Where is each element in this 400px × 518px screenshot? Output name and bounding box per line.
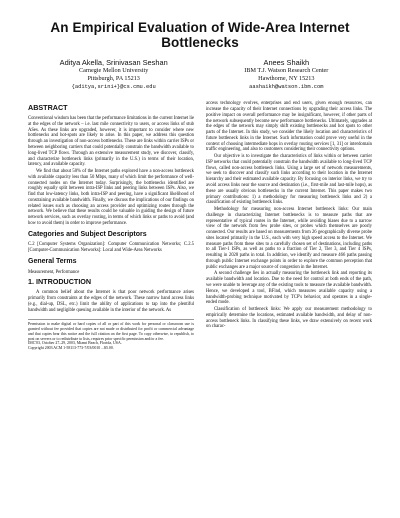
abstract-paragraph: Conventional wisdom has been that the performance limitations in the current Internet lie at the edges of the network – i.e. last mile connectivity to users, or access links of stub ASes. As these links are upgraded, however, it is important to consider where new bottlenecks and hot-spots are likely to arise. In this paper, we address this question through an investigation of non-access bottlenecks. These are links within carrier ISPs or between neighboring carriers that could potentially constrain the bandwidth available to long-lived TCP flows. Through an extensive measurement study, we discover, classify, and characterize bottleneck links (primarily in the U.S.) in terms of their location, latency, and available capacity. [28, 116, 194, 168]
introduction-heading: 1. INTRODUCTION [28, 277, 92, 287]
copyright-footnote [28, 319, 194, 351]
categories-heading: Categories and Subject Descriptors [28, 230, 147, 238]
abstract-paragraph: We find that about 50% of the Internet paths explored have a non-access bottleneck with available capacity less than 50 Mbps, many of which limit the performance of well-connected nodes on the Internet today. Surprisingly, the bottlenecks identified are roughly equally split between intra-ISP links and peering links between ISPs. Also, we find that low-latency links, both intra-ISP and peering, have a significant likelihood of constraining available bandwidth. Finally, we discuss the implications of our findings on related issues such as choosing an access provider and optimizing routes through the network. We believe that these results could be valuable in guiding the design of future network services, such as overlay routing, in terms of which links or paths to avoid (and how to avoid them) in order to improve performance. [28, 169, 194, 226]
body-columns [28, 101, 372, 351]
general-terms-heading: General Terms [28, 257, 77, 265]
author-location: Hawthorne, NY 15213 [258, 75, 315, 83]
body-paragraph: access technology evolves, enterprises and end users, given enough resources, can increase the capacity of their Internet connections by upgrading their access links. The positive impact on overall performance may be insignificant, however, if other parts of the network subsequently become new performance bottlenecks. Ultimately, upgrades at the edges of the network may simply shift existing bottlenecks and hot spots to other parts of the Internet. In this study, we consider the likely location and characteristics of future bottleneck links in the Internet. Such information could prove very useful in the context of choosing intermediate hops in overlay routing services [1, 31] or interdomain traffic engineering, and also to customers considering their connectivity options. [206, 101, 372, 153]
body-paragraph: Classification of bottleneck links: We apply our measurement methodology to empirically determine the locations, estimated available bandwidth, and delay of non-access bottleneck links. In classifying these links, we draw extensively on recent work on charac- [206, 307, 372, 330]
left-column [28, 101, 194, 351]
categories-text: C.2 [Computer Systems Organization]: Computer Communication Networks; C.2.5 [Computer-Communication Networks]: Local and Wide-Area Networks [28, 242, 194, 254]
general-terms-text: Measurement, Performance [28, 269, 80, 275]
author-affiliation: IBM T.J. Watson Research Center [244, 67, 329, 75]
author-block [34, 58, 193, 91]
conference-line: IMC'03, October 27–29, 2003, Miami Beach, Florida, USA. [28, 341, 122, 346]
paper-title: An Empirical Evaluation of Wide-Area Internet Bottlenecks [50, 20, 350, 50]
author-location: Pittsburgh, PA 15213 [87, 75, 140, 83]
body-paragraph: Our objective is to investigate the characteristics of links within or between carrier ISP networks that could potentially constrain the bandwidth available to long-lived TCP flows, called non-access bottleneck links. Using a large set of network measurements, we seek to discover and classify such links according to their location in the Internet hierarchy and their estimated available capacity. By focusing on interior links, we try to avoid access links near the source and destination (i.e., first-mile and last-mile hops), as these are usually obvious bottlenecks in the current Internet. This paper makes two primary contributions: 1) a methodology for measuring bottleneck links and 2) a classification of existing bottleneck links. [206, 154, 372, 206]
permission-notice: Permission to make digital or hard copies of all or part of this work for personal or classroom use is granted without fee provided that copies are not made or distributed for profit or commercial advantage and that copies bear this notice and the full citation on the first page. To copy otherwise, to republish, to post on servers or to redistribute to lists, requires prior specific permission and/or a fee. [28, 322, 194, 341]
author-email: {aditya,srini+}@cs.cmu.edu [71, 84, 156, 91]
body-paragraph: Methodology for measuring non-access Internet bottleneck links: Our main challenge in characterizing Internet bottlenecks is to measure paths that are representative of typical routes in the Internet, while avoiding biases due to a narrow view of the network from few probe sites, or probes which themselves are poorly connected. Our results are based on measurements from 26 geographically diverse probe sites located primarily in the U.S., each with very high speed access to the Internet. We measure paths from these sites to a carefully chosen set of destinations, including paths to all Tier-1 ISPs, as well as paths to a fraction of Tier 2, Tier 3, and Tier 4 ISPs, resulting in 2028 paths in total. In addition, we identify and measure 466 paths passing through public Internet exchange points in order to explore the common perception that public exchanges are a major source of congestion in the Internet. [206, 207, 372, 270]
author-email: aashaikh@watson.ibm.com [249, 84, 324, 91]
author-block [207, 58, 366, 91]
author-affiliation: Carnegie Mellon University [78, 67, 149, 75]
body-paragraph: A second challenge lies in actually measuring the bottleneck link and reporting its available bandwidth and location. Due to the need for control at both ends of the path, we were unable to leverage any of the existing tools to measure the available bandwidth. Hence, we developed a tool, BFind, which measures available capacity using a bandwidth-probing technique motivated by TCP's behavior, and operates in a single-ended mode. [206, 271, 372, 306]
copyright-line: Copyright 2003 ACM 1-58113-773-7/03/0010 ...$5.00. [28, 346, 114, 351]
intro-paragraph: A common belief about the Internet is that poor network performance arises primarily from constraints at the edges of the network. These narrow band access links (e.g., dial-up, DSL, etc.) limit the ability of applications to tap into the plentiful bandwidth and negligible queuing available in the interior of the network. As [28, 290, 194, 313]
author-list [34, 58, 366, 91]
author-names: Aditya Akella, Srinivasan Seshan [59, 58, 168, 67]
right-column [206, 101, 372, 351]
author-names: Anees Shaikh [263, 58, 310, 67]
abstract-heading: ABSTRACT [28, 103, 68, 113]
